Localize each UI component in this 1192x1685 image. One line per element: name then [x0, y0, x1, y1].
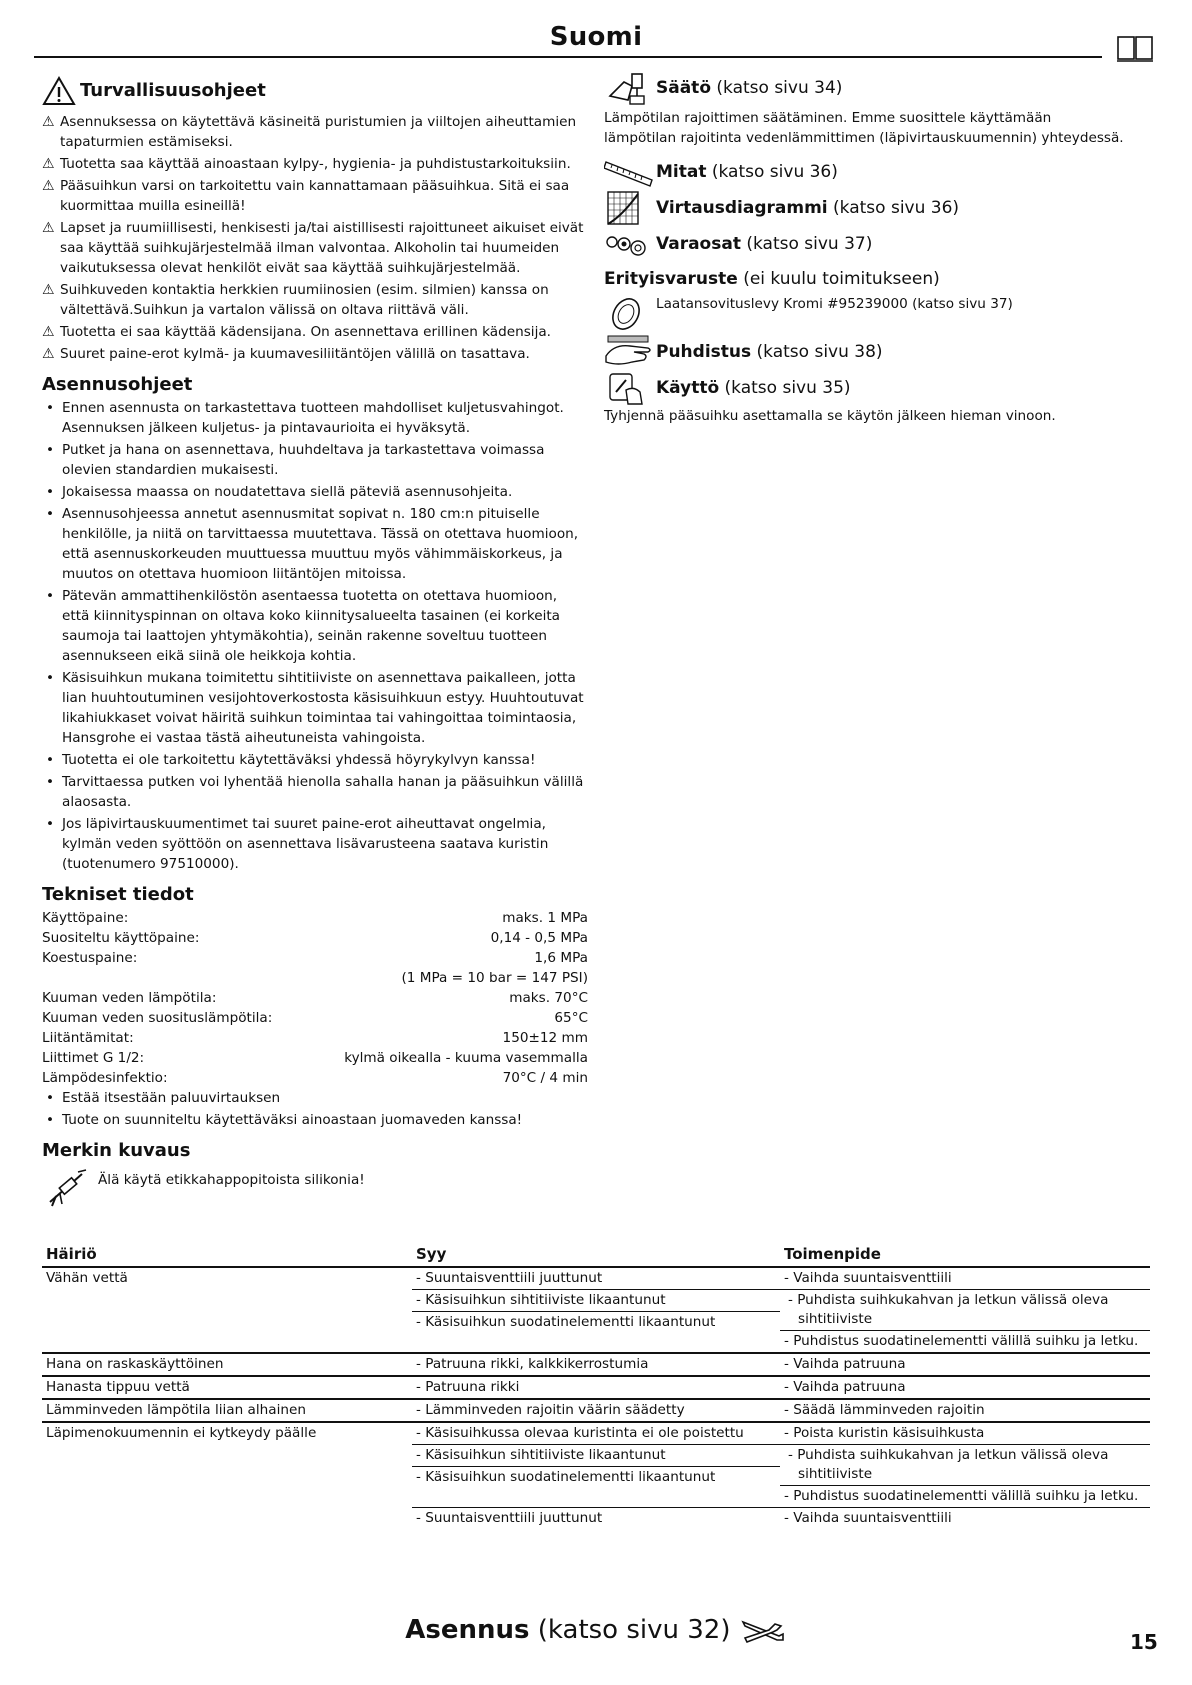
- tech-value: maks. 70°C: [509, 990, 588, 1006]
- safety-item: [42, 344, 588, 364]
- symbol-title: Merkin kuvaus: [42, 1140, 191, 1161]
- warning-small-icon: ⚠: [42, 346, 55, 362]
- cause-cell: - Käsisuihkun suodatinelementti likaantunut: [416, 1314, 716, 1330]
- tech-value: 1,6 MPa: [534, 950, 588, 966]
- tech-label: Liitäntämitat:: [42, 1030, 134, 1046]
- warning-small-icon: ⚠: [42, 156, 55, 172]
- warning-small-icon: ⚠: [42, 178, 55, 194]
- tech-bullets: [42, 1088, 588, 1130]
- kaytto-title: Käyttö: [656, 378, 720, 398]
- saato-row: [604, 70, 1124, 106]
- tech-bullet: • Estää itsestään paluuvirtauksen: [42, 1088, 588, 1108]
- install-item: • Tarvittaessa putken voi lyhentää hienolla sahalla hanan ja pääsuihkun välillä alaosasta.: [42, 772, 588, 812]
- fault-cell: Läpimenokuumennin ei kytkeydy päälle: [42, 1422, 412, 1529]
- tech-value: maks. 1 MPa: [502, 910, 588, 926]
- safety-item: [42, 322, 588, 342]
- tech-value: 0,14 - 0,5 MPa: [490, 930, 588, 946]
- virtaus-ref: (katso sivu 36): [833, 198, 960, 218]
- fault-cell: Hana on raskaskäyttöinen: [42, 1353, 412, 1376]
- header-cause: Syy: [412, 1243, 780, 1267]
- flow-diagram-icon: [604, 190, 656, 226]
- warning-small-icon: ⚠: [42, 282, 55, 298]
- puhdistus-ref: (katso sivu 38): [756, 342, 883, 362]
- cause-cell: - Suuntaisventtiili juuttunut: [412, 1267, 780, 1290]
- virtaus-row: [604, 190, 1124, 226]
- action-cell: - Puhdista suihkukahvan ja letkun välissä oleva sihtitiiviste: [780, 1445, 1150, 1486]
- action-cell: - Vaihda patruuna: [780, 1376, 1150, 1399]
- ruler-icon: [604, 154, 656, 190]
- silicone-gun-icon: [42, 1168, 90, 1208]
- operation-hand-icon: [604, 370, 656, 406]
- tech-table: [42, 908, 588, 1088]
- tech-value: 70°C / 4 min: [502, 1070, 588, 1086]
- tech-label: Liittimet G 1/2:: [42, 1050, 145, 1066]
- action-cell: - Poista kuristin käsisuihkusta: [780, 1422, 1150, 1445]
- tech-label: Koestuspaine:: [42, 950, 138, 966]
- safety-item: [42, 280, 588, 320]
- tech-title: Tekniset tiedot: [42, 884, 194, 905]
- safety-item-text: Asennuksessa on käytettävä käsineitä puristumien ja viiltojen aiheuttamien tapaturmien estämiseksi.: [60, 114, 577, 150]
- safety-item: [42, 176, 588, 216]
- tech-row: [42, 928, 588, 948]
- table-row: [42, 1353, 1150, 1376]
- action-cell: - Puhdista suihkukahvan ja letkun välissä oleva sihtitiiviste: [780, 1290, 1150, 1331]
- warning-small-icon: ⚠: [42, 220, 55, 236]
- adjust-tool-icon: [604, 70, 656, 106]
- erityis-ref: (ei kuulu toimitukseen): [743, 269, 940, 289]
- action-cell: - Säädä lämminveden rajoitin: [780, 1399, 1150, 1422]
- install-list: [42, 398, 588, 874]
- tech-row: [42, 968, 588, 988]
- cause-cell: - Lämminveden rajoitin väärin säädetty: [412, 1399, 780, 1422]
- cause-cell: - Käsisuihkun sihtitiiviste likaantunut: [412, 1445, 780, 1467]
- table-row: [42, 1399, 1150, 1422]
- tech-label: Suositeltu käyttöpaine:: [42, 930, 200, 946]
- tech-label: Kuuman veden lämpötila:: [42, 990, 217, 1006]
- safety-item-text: Suuret paine-erot kylmä- ja kuumavesiliitäntöjen välillä on tasattava.: [60, 346, 530, 362]
- warning-small-icon: ⚠: [42, 324, 55, 340]
- saato-title: Säätö: [656, 78, 711, 98]
- symbol-row: [42, 1168, 588, 1208]
- install-item: • Käsisuihkun mukana toimitettu sihtitiiviste on asennettava paikalleen, jotta lian huuhtoutuminen vesijohtoverkostosta käsisuihkuun estyy. Huuhtoutuvat likahiukkaset voivat häiritä suihkun toimintaa tai vahingoittaa toimintaosia, Hansgrohe ei vastaa tästä aiheutuneista vahingoista.: [42, 668, 588, 748]
- spare-parts-icon: [604, 226, 656, 262]
- erityis-heading: [604, 266, 1124, 292]
- varaosat-ref: (katso sivu 37): [746, 234, 873, 254]
- tech-row: [42, 1068, 588, 1088]
- cause-cell: - Käsisuihkussa olevaa kuristinta ei ole poistettu: [412, 1422, 780, 1445]
- tech-row: [42, 1028, 588, 1048]
- tile-plate-icon: [604, 296, 656, 332]
- puhdistus-title: Puhdistus: [656, 342, 752, 362]
- mitat-row: [604, 154, 1124, 190]
- fault-cell: Lämminveden lämpötila liian alhainen: [42, 1399, 412, 1422]
- safety-item: [42, 112, 588, 152]
- saato-ref: (katso sivu 34): [716, 78, 843, 98]
- table-row: [42, 1267, 1150, 1290]
- safety-heading: [42, 74, 588, 108]
- action-cell: - Vaihda patruuna: [780, 1353, 1150, 1376]
- laatta-text: Laatansovituslevy Kromi #95239000 (katso sivu 37): [656, 296, 1013, 312]
- action-cell: - Puhdistus suodatinelementti välillä suihku ja letku.: [784, 1333, 1139, 1349]
- tech-row: [42, 988, 588, 1008]
- saato-text: Lämpötilan rajoittimen säätäminen. Emme suosittele käyttämään lämpötilan rajoitinta vedenlämmittimen (läpivirtauskuumennin) yhteydessä.: [604, 110, 1124, 146]
- kaytto-row: [604, 370, 1124, 406]
- fault-table: [42, 1243, 1150, 1529]
- header-fault: Häiriö: [42, 1243, 412, 1267]
- erityis-title: Erityisvaruste: [604, 269, 738, 289]
- cause-cell: - Käsisuihkun sihtitiiviste likaantunut: [412, 1290, 780, 1312]
- table-row: [42, 1422, 1150, 1445]
- cleaning-hand-icon: [604, 334, 656, 370]
- tech-label: Lämpödesinfektio:: [42, 1070, 168, 1086]
- tech-bullet: • Tuote on suunniteltu käytettäväksi ainoastaan juomaveden kanssa!: [42, 1110, 588, 1130]
- install-item: • Pätevän ammattihenkilöstön asentaessa tuotetta on otettava huomioon, että kiinnityspinnan on oltava koko kiinnitysalueelta tasainen (ei korkeita saumoja tai laattojen yhtymäkohtia), seinän rakenne soveltuu tuotteen asennukseen eikä siinä ole heikkoja kohtia.: [42, 586, 588, 666]
- left-column: [42, 74, 588, 1208]
- tech-row: [42, 1008, 588, 1028]
- safety-title: Turvallisuusohjeet: [80, 80, 266, 101]
- fault-cell: Vähän vettä: [46, 1270, 128, 1286]
- fault-cell: Hanasta tippuu vettä: [42, 1376, 412, 1399]
- header-rule: [34, 56, 1102, 58]
- action-cell: - Puhdistus suodatinelementti välillä suihku ja letku.: [780, 1486, 1150, 1508]
- cause-cell: - Käsisuihkun suodatinelementti likaantunut: [412, 1467, 780, 1508]
- footer-title: Asennus: [405, 1615, 530, 1645]
- safety-item-text: Lapset ja ruumiillisesti, henkisesti ja/tai aistillisesti rajoittuneet aikuiset eivät saa käyttää suihkujärjestelmää ilman valvontaa. Alkoholin tai huumeiden vaikutuksessa olevat henkilöt eivät saa käyttää suihkujärjestelmää.: [60, 220, 584, 276]
- safety-item-text: Tuotetta saa käyttää ainoastaan kylpy-, hygienia- ja puhdistustarkoituksiin.: [60, 156, 571, 172]
- tech-value: kylmä oikealla - kuuma vasemmalla: [344, 1050, 588, 1066]
- tech-value: 65°C: [554, 1010, 588, 1026]
- cause-cell: - Patruuna rikki, kalkkikerrostumia: [412, 1353, 780, 1376]
- puhdistus-row: [604, 334, 1124, 370]
- install-item: • Ennen asennusta on tarkastettava tuotteen mahdolliset kuljetusvahingot. Asennuksen jälkeen kuljetus- ja pintavaurioita ei hyväksytä.: [42, 398, 588, 438]
- book-icon: [1117, 34, 1153, 62]
- warning-icon: [42, 76, 76, 106]
- tools-icon: [739, 1616, 787, 1646]
- table-row: [42, 1376, 1150, 1399]
- action-cell: - Vaihda suuntaisventtiili: [780, 1267, 1150, 1290]
- install-item: • Tuotetta ei ole tarkoitettu käytettäväksi yhdessä höyrykylvyn kanssa!: [42, 750, 588, 770]
- tech-label: Kuuman veden suosituslämpötila:: [42, 1010, 273, 1026]
- action-cell: - Vaihda suuntaisventtiili: [784, 1510, 952, 1526]
- right-column: [604, 70, 1124, 426]
- safety-list: [42, 112, 588, 364]
- warning-small-icon: ⚠: [42, 114, 55, 130]
- safety-item: [42, 218, 588, 278]
- footer-reference: [0, 1615, 1192, 1646]
- install-item: • Jokaisessa maassa on noudatettava siellä päteviä asennusohjeita.: [42, 482, 588, 502]
- cause-cell: - Suuntaisventtiili juuttunut: [416, 1510, 603, 1526]
- symbol-text: Älä käytä etikkahappopitoista silikonia!: [98, 1172, 365, 1188]
- varaosat-title: Varaosat: [656, 234, 741, 254]
- mitat-title: Mitat: [656, 162, 707, 182]
- tech-label: Käyttöpaine:: [42, 910, 129, 926]
- safety-item-text: Pääsuihkun varsi on tarkoitettu vain kannattamaan pääsuihkua. Sitä ei saa kuormittaa muilla esineillä!: [60, 178, 570, 214]
- safety-item-text: Suihkuveden kontaktia herkkien ruumiinosien (esim. silmien) kanssa on vältettävä.Suihkun ja vartalon välissä on oltava riittävä väli.: [60, 282, 549, 318]
- tech-value: 150±12 mm: [502, 1030, 588, 1046]
- mitat-ref: (katso sivu 36): [711, 162, 838, 182]
- footer-ref: (katso sivu 32): [537, 1615, 731, 1645]
- varaosat-row: [604, 226, 1124, 262]
- page-number: 15: [1130, 1630, 1158, 1654]
- cause-cell: - Patruuna rikki: [412, 1376, 780, 1399]
- tech-row: [42, 948, 588, 968]
- laatta-row: [604, 294, 1124, 334]
- kaytto-ref: (katso sivu 35): [724, 378, 851, 398]
- install-item: • Putket ja hana on asennettava, huuhdeltava ja tarkastettava voimassa olevien standardien mukaisesti.: [42, 440, 588, 480]
- tech-value: (1 MPa = 10 bar = 147 PSI): [401, 970, 588, 986]
- tech-row: [42, 1048, 588, 1068]
- tech-row: [42, 908, 588, 928]
- safety-item: [42, 154, 588, 174]
- install-item: • Jos läpivirtauskuumentimet tai suuret paine-erot aiheuttavat ongelmia, kylmän veden syöttöön on asennettava lisävarusteena saatava kuristin (tuotenumero 97510000).: [42, 814, 588, 874]
- fault-table-header: [42, 1243, 1150, 1267]
- page-title: Suomi: [549, 22, 643, 52]
- kaytto-text: Tyhjennä pääsuihku asettamalla se käytön jälkeen hieman vinoon.: [604, 408, 1056, 424]
- install-title: Asennusohjeet: [42, 374, 193, 395]
- install-item: • Asennusohjeessa annetut asennusmitat sopivat n. 180 cm:n pituiselle henkilölle, ja niitä on tarvittaessa muutettava. Tässä on otettava huomioon, että asennuskorkeuden muuttuessa muuttuu myös vähimmäiskorkeus, ja muutos on otettava huomioon liitäntöjen mitoissa.: [42, 504, 588, 584]
- header-action: Toimenpide: [780, 1243, 1150, 1267]
- safety-item-text: Tuotetta ei saa käyttää kädensijana. On asennettava erillinen kädensija.: [60, 324, 551, 340]
- virtaus-title: Virtausdiagrammi: [656, 198, 828, 218]
